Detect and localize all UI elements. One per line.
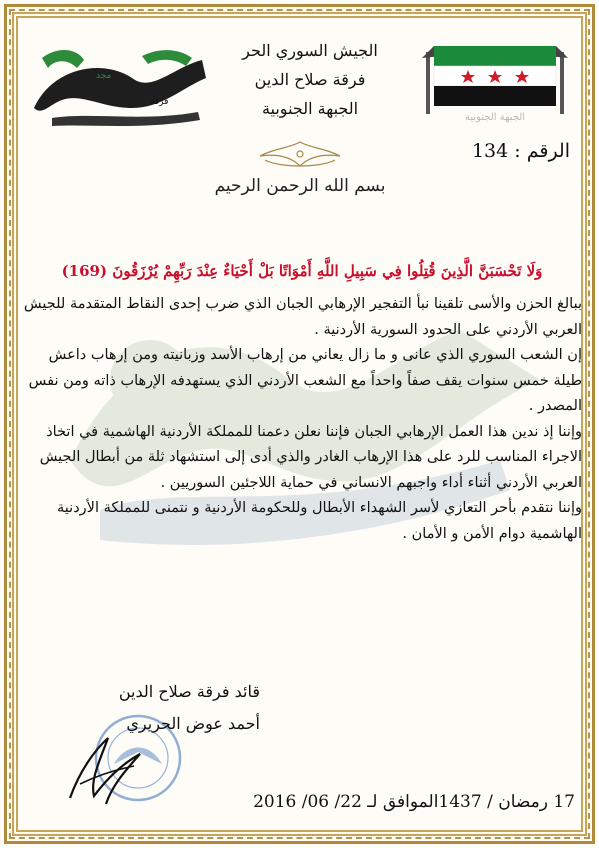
quran-verse: وَلَا تَحْسَبَنَّ الَّذِينَ قُتِلُوا فِي سَبِيلِ اللَّهِ أَمْوَاتًا بَلْ أَحْيَاءٌ عِنْدَ رَبِّهِمْ يُرْزَقُونَ (169)	[61, 262, 543, 280]
logo-top-text: مجد	[96, 71, 112, 81]
syrian-revolution-flag	[420, 38, 570, 120]
statement-paragraph: وإننا نتقدم بأحر التعازي لأسر الشهداء الأبطال وللحكومة الأردنية و نتمنى للمملكة الأردنية الهاشمية دوام الأمن و الأمان .	[57, 500, 582, 542]
document-number: الرقم : 134	[471, 140, 570, 162]
statement-paragraph: إن الشعب السوري الذي عانى و ما زال يعاني من إرهاب الأسد وزبانيته ومن إرهاب داعش طيلة خمس سنوات يقف صفاً واحداً مع الشعب الأردني الذي يستهدفه الإرهاب ذاته ومن نفس المصدر .	[28, 347, 582, 414]
logo-division-text: فرقة	[150, 97, 169, 107]
document-date: 17 رمضان / 1437الموافق لـ 22/ 06/ 2016	[253, 792, 575, 812]
basmala: بسم الله الرحمن الرحيم	[214, 176, 386, 196]
handwritten-signature	[60, 720, 150, 810]
statement-paragraph: وإننا إذ ندين هذا العمل الإرهابي الجبان فإننا نعلن دعمنا للمملكة الأردنية الهاشمية في اتخاذ الاجراء المناسب للرد على هذا الإرهاب الغادر والذي أدى إلى استشهاد ثلة من أبطال الجيش العربي الأردني أثناء أداء واجبهم الانساني في حماية اللاجئين السوريين .	[39, 423, 582, 491]
header-army-name: الجيش السوري الحر	[242, 41, 378, 60]
ornament-divider	[245, 138, 355, 174]
flag-caption: الجبهة الجنوبية	[464, 112, 526, 123]
statement-body	[22, 292, 582, 547]
salah-aldin-division-logo	[22, 38, 212, 138]
statement-paragraph: ببالغ الحزن والأسى تلقينا نبأ التفجير الإرهابي الجبان الذي ضرب إحدى النقاط المتقدمة للجيش العربي الأردني على الحدود السورية الأردنية .	[23, 296, 582, 338]
header-front-name: الجبهة الجنوبية	[261, 99, 359, 118]
header-division-name: فرقة صلاح الدين	[254, 70, 366, 89]
signatory-name: أحمد عوض الحريري	[126, 714, 260, 733]
document-header	[220, 36, 400, 123]
signatory-title: قائد فرقة صلاح الدين	[118, 682, 260, 701]
